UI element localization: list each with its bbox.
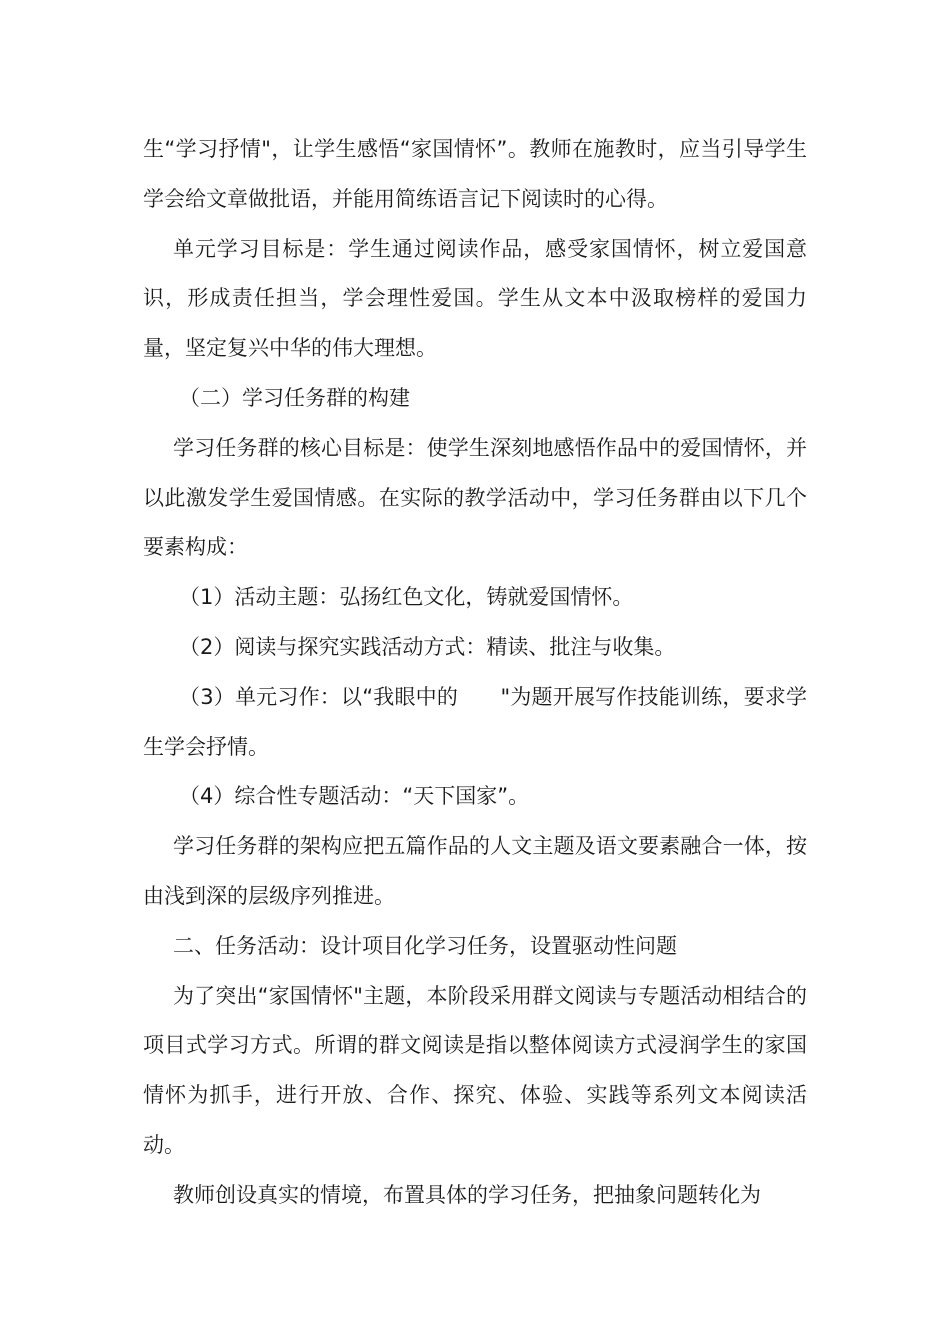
list-item-reading-method: （2）阅读与探究实践活动方式：精读、批注与收集。 <box>179 634 676 659</box>
list-item-comprehensive-activity: （4）综合性专题活动：“天下国家”。 <box>179 784 530 809</box>
list-item-activity-theme: （1）活动主题：弘扬红色文化，铸就爱国情怀。 <box>179 585 634 610</box>
paragraph-unit-goals: 单元学习目标是：学生通过阅读作品，感受家国情怀，树立爱国意识，形成责任担当，学会理性爱国。学生从文本中汲取榜样的爱国力量，坚定复兴中华的伟大理想。 <box>143 236 807 361</box>
paragraph-real-situation: 教师创设真实的情境，布置具体的学习任务，把抽象问题转化为 <box>173 1182 761 1207</box>
document-body <box>143 125 807 1221</box>
section-heading-task-activity: 二、任务活动：设计项目化学习任务，设置驱动性问题 <box>173 933 677 958</box>
section-heading-task-group: （二）学习任务群的构建 <box>179 385 410 410</box>
list-item-unit-writing: （3）单元习作：以“我眼中的 "为题开展写作技能训练，要求学生学会抒情。 <box>143 684 807 759</box>
paragraph-task-group-goal: 学习任务群的核心目标是：使学生深刻地感悟作品中的爱国情怀，并以此激发学生爱国情感。在实际的教学活动中，学习任务群由以下几个要素构成： <box>143 435 807 560</box>
paragraph-continuation: 生“学习抒情"，让学生感悟“家国情怀”。教师在施教时，应当引导学生学会给文章做批语，并能用简练语言记下阅读时的心得。 <box>143 137 807 211</box>
paragraph-task-group-structure: 学习任务群的架构应把五篇作品的人文主题及语文要素融合一体，按由浅到深的层级序列推进。 <box>143 834 807 908</box>
paragraph-group-reading: 为了突出“家国情怀"主题，本阶段采用群文阅读与专题活动相结合的项目式学习方式。所谓的群文阅读是指以整体阅读方式浸润学生的家国情怀为抓手，进行开放、合作、探究、体验、实践等系列文本阅读活动。 <box>143 983 807 1157</box>
